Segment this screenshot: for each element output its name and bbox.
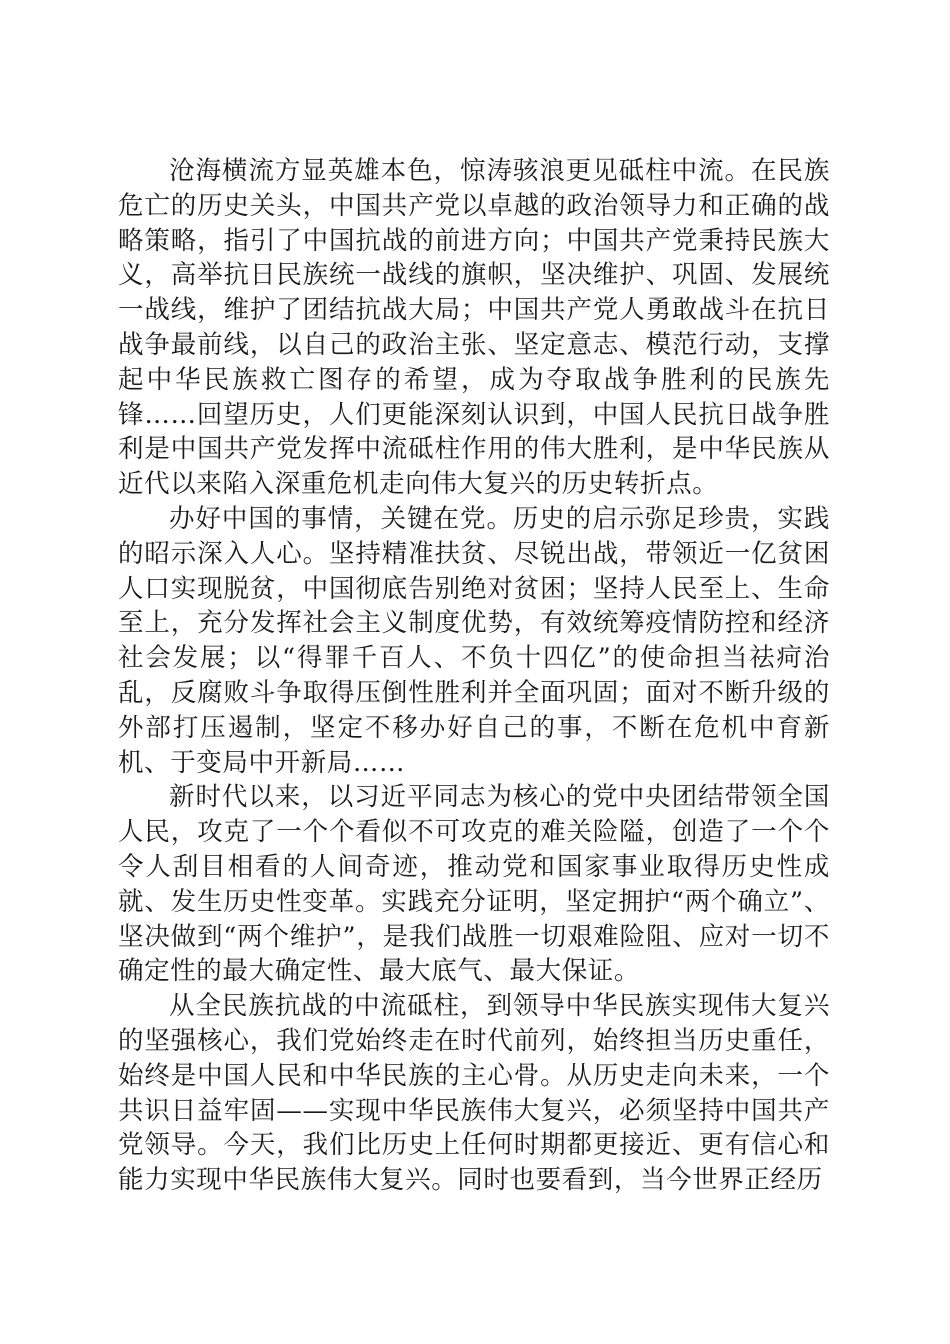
article-body [118, 154, 830, 1198]
paragraph-1: 沧海横流方显英雄本色，惊涛骇浪更见砥柱中流。在民族危亡的历史关头，中国共产党以卓越的政治领导力和正确的战略策略，指引了中国抗战的前进方向；中国共产党秉持民族大义，高举抗日民族统一战线的旗帜，坚决维护、巩固、发展统一战线，维护了团结抗战大局；中国共产党人勇敢战斗在抗日战争最前线，以自己的政治主张、坚定意志、模范行动，支撑起中华民族救亡图存的希望，成为夺取战争胜利的民族先锋……回望历史，人们更能深刻认识到，中国人民抗日战争胜利是中国共产党发挥中流砥柱作用的伟大胜利，是中华民族从近代以来陷入深重危机走向伟大复兴的历史转折点。 [118, 156, 830, 500]
paragraph-3: 新时代以来，以习近平同志为核心的党中央团结带领全国人民，攻克了一个个看似不可攻克的难关险隘，创造了一个个令人刮目相看的人间奇迹，推动党和国家事业取得历史性成就、发生历史性变革。实践充分证明，坚定拥护“两个确立”、坚决做到“两个维护”，是我们战胜一切艰难险阻、应对一切不确定性的最大确定性、最大底气、最大保证。 [118, 782, 830, 987]
paragraph-2: 办好中国的事情，关键在党。历史的启示弥足珍贵，实践的昭示深入人心。坚持精准扶贫、尽锐出战，带领近一亿贫困人口实现脱贫，中国彻底告别绝对贫困；坚持人民至上、生命至上，充分发挥社会主义制度优势，有效统筹疫情防控和经济社会发展；以“得罪千百人、不负十四亿”的使命担当祛疴治乱，反腐败斗争取得压倒性胜利并全面巩固；面对不断升级的外部打压遏制，坚定不移办好自己的事，不断在危机中育新机、于变局中开新局…… [118, 503, 830, 778]
paragraph-4: 从全民族抗战的中流砥柱，到领导中华民族实现伟大复兴的坚强核心，我们党始终走在时代前列，始终担当历史重任，始终是中国人民和中华民族的主心骨。从历史走向未来，一个共识日益牢固——实现中华民族伟大复兴，必须坚持中国共产党领导。今天，我们比历史上任何时期都更接近、更有信心和能力实现中华民族伟大复兴。同时也要看到，当今世界正经历 [118, 991, 830, 1196]
